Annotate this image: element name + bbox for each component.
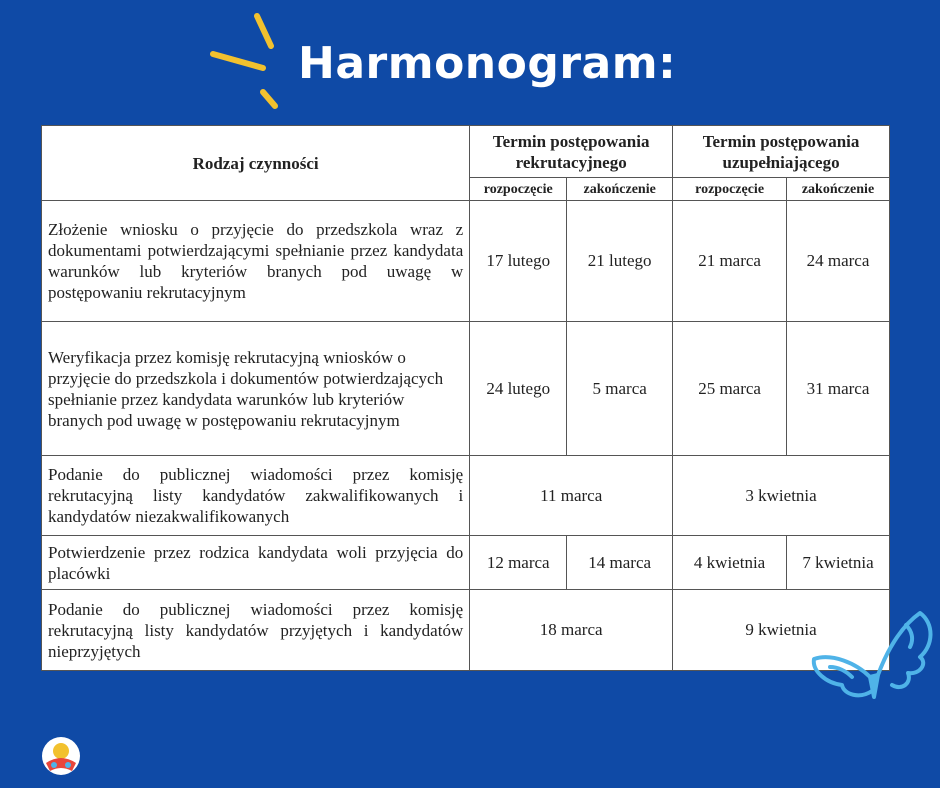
activity-cell: Podanie do publicznej wiadomości przez komisję rekrutacyjną listy kandydatów zakwalifikowanych i kandydatów niezakwalifikowanych bbox=[42, 456, 470, 536]
activity-cell: Potwierdzenie przez rodzica kandydata woli przyjęcia do placówki bbox=[42, 536, 470, 590]
table-row bbox=[42, 201, 890, 322]
header-supp-term: Termin postępowania uzupełniającego bbox=[673, 126, 890, 178]
date-cell: 3 kwietnia bbox=[673, 456, 890, 536]
header-main-term: Termin postępowania rekrutacyjnego bbox=[470, 126, 673, 178]
subheader-supp-end: zakończenie bbox=[787, 178, 890, 201]
date-cell: 4 kwietnia bbox=[673, 536, 787, 590]
date-cell: 12 marca bbox=[470, 536, 567, 590]
date-cell: 17 lutego bbox=[470, 201, 567, 322]
activity-cell: Podanie do publicznej wiadomości przez komisję rekrutacyjną listy kandydatów przyjętych i kandydatów nieprzyjętych bbox=[42, 590, 470, 671]
preschool-logo-icon bbox=[40, 735, 82, 777]
subheader-supp-start: rozpoczęcie bbox=[673, 178, 787, 201]
subheader-main-end: zakończenie bbox=[567, 178, 673, 201]
schedule-table bbox=[41, 125, 890, 671]
date-cell: 14 marca bbox=[567, 536, 673, 590]
table-row bbox=[42, 590, 890, 671]
date-cell: 11 marca bbox=[470, 456, 673, 536]
date-cell: 7 kwietnia bbox=[787, 536, 890, 590]
angel-wings-icon bbox=[808, 605, 936, 705]
sun-rays-icon bbox=[205, 12, 285, 112]
date-cell: 18 marca bbox=[470, 590, 673, 671]
date-cell: 21 marca bbox=[673, 201, 787, 322]
header-activity: Rodzaj czynności bbox=[42, 126, 470, 201]
date-cell: 21 lutego bbox=[567, 201, 673, 322]
activity-cell: Weryfikacja przez komisję rekrutacyjną wniosków o przyjęcie do przedszkola i dokumentów potwierdzających spełnianie przez kandydata warunków lub kryteriów branych pod uwagę w postępowaniu rekrutacyjnym bbox=[42, 322, 470, 456]
date-cell: 24 lutego bbox=[470, 322, 567, 456]
table-row bbox=[42, 536, 890, 590]
page-title: Harmonogram: bbox=[298, 38, 677, 89]
date-cell: 5 marca bbox=[567, 322, 673, 456]
activity-cell: Złożenie wniosku o przyjęcie do przedszkola wraz z dokumentami potwierdzającymi spełnianie przez kandydata warunków lub kryteriów branych pod uwagę w postępowaniu rekrutacyjnym bbox=[42, 201, 470, 322]
date-cell: 9 kwietnia bbox=[673, 590, 890, 671]
table-row bbox=[42, 456, 890, 536]
date-cell: 31 marca bbox=[787, 322, 890, 456]
date-cell: 25 marca bbox=[673, 322, 787, 456]
subheader-main-start: rozpoczęcie bbox=[470, 178, 567, 201]
date-cell: 24 marca bbox=[787, 201, 890, 322]
table-row bbox=[42, 322, 890, 456]
